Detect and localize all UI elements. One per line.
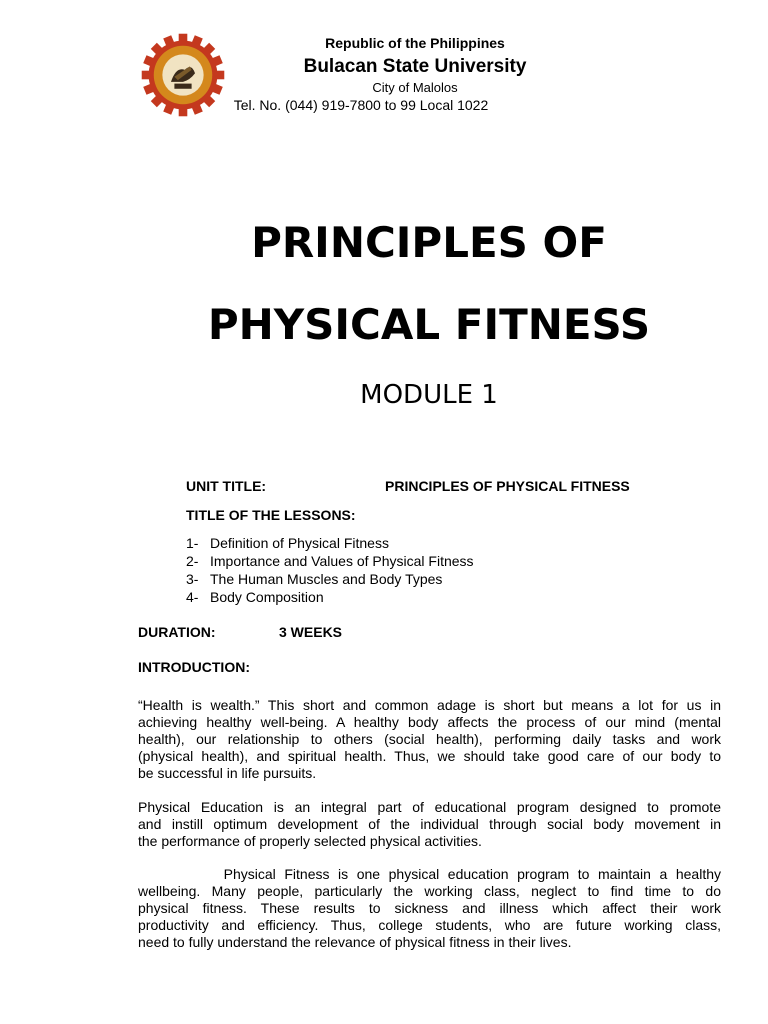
- paragraph-line: wellbeing. Many people, particularly the working class, neglect to find time to do: [138, 883, 721, 899]
- lesson-number: 3-: [186, 571, 199, 587]
- lesson-title: Definition of Physical Fitness: [210, 535, 389, 551]
- university-name: Bulacan State University: [303, 56, 527, 77]
- paragraph-line: health), our relationship to others (social health), performing daily tasks and work: [138, 731, 721, 747]
- university-seal-logo: [140, 32, 226, 118]
- lesson-title: The Human Muscles and Body Types: [210, 571, 443, 587]
- document-title-line-1: PRINCIPLES OF: [251, 218, 607, 267]
- unit-title-label: UNIT TITLE:: [186, 478, 267, 494]
- introduction-paragraph-3: [138, 866, 721, 951]
- paragraph-line: physical fitness. These results to sickness and illness which affect their work: [138, 900, 721, 916]
- city-text: City of Malolos: [372, 80, 458, 95]
- paragraph-line: Physical Education is an integral part of educational program designed to promote: [138, 799, 721, 815]
- introduction-paragraph-1: [138, 697, 721, 782]
- lesson-title: Body Composition: [210, 589, 324, 605]
- list-item: [186, 552, 474, 570]
- paragraph-line: need to fully understand the relevance of physical fitness in their lives.: [138, 934, 572, 950]
- paragraph-line: (physical health), and spiritual health. Thus, we should take good care of our body to: [138, 748, 721, 764]
- republic-heading: Republic of the Philippines: [325, 35, 505, 51]
- lessons-heading: TITLE OF THE LESSONS:: [186, 507, 356, 523]
- paragraph-line: productivity and efficiency. Thus, college students, who are future working class,: [138, 917, 721, 933]
- document-title-line-2: PHYSICAL FITNESS: [207, 300, 651, 349]
- list-item: [186, 534, 474, 552]
- paragraph-line: be successful in life pursuits.: [138, 765, 317, 781]
- lesson-number: 4-: [186, 589, 199, 605]
- unit-title-value: PRINCIPLES OF PHYSICAL FITNESS: [385, 478, 630, 494]
- paragraph-line: “Health is wealth.” This short and common adage is short but means a lot for us in: [138, 697, 721, 713]
- duration-value: 3 WEEKS: [279, 624, 343, 640]
- paragraph-line: achieving healthy well-being. A healthy body affects the process of our mind (mental: [138, 714, 721, 730]
- introduction-paragraph-2: [138, 799, 721, 850]
- duration-label: DURATION:: [138, 624, 216, 640]
- lesson-title: Importance and Values of Physical Fitness: [210, 553, 474, 569]
- lesson-number: 2-: [186, 553, 199, 569]
- introduction-heading: INTRODUCTION:: [138, 659, 250, 675]
- paragraph-line: and instill optimum development of the individual through social body movement in: [138, 816, 721, 832]
- list-item: [186, 588, 474, 606]
- list-item: [186, 570, 474, 588]
- telephone-text: Tel. No. (044) 919-7800 to 99 Local 1022: [233, 97, 489, 113]
- paragraph-line: Physical Fitness is one physical education program to maintain a healthy: [138, 866, 721, 882]
- lessons-list: [186, 534, 474, 606]
- module-heading: MODULE 1: [360, 380, 498, 410]
- paragraph-line: the performance of properly selected physical activities.: [138, 833, 482, 849]
- lesson-number: 1-: [186, 535, 199, 551]
